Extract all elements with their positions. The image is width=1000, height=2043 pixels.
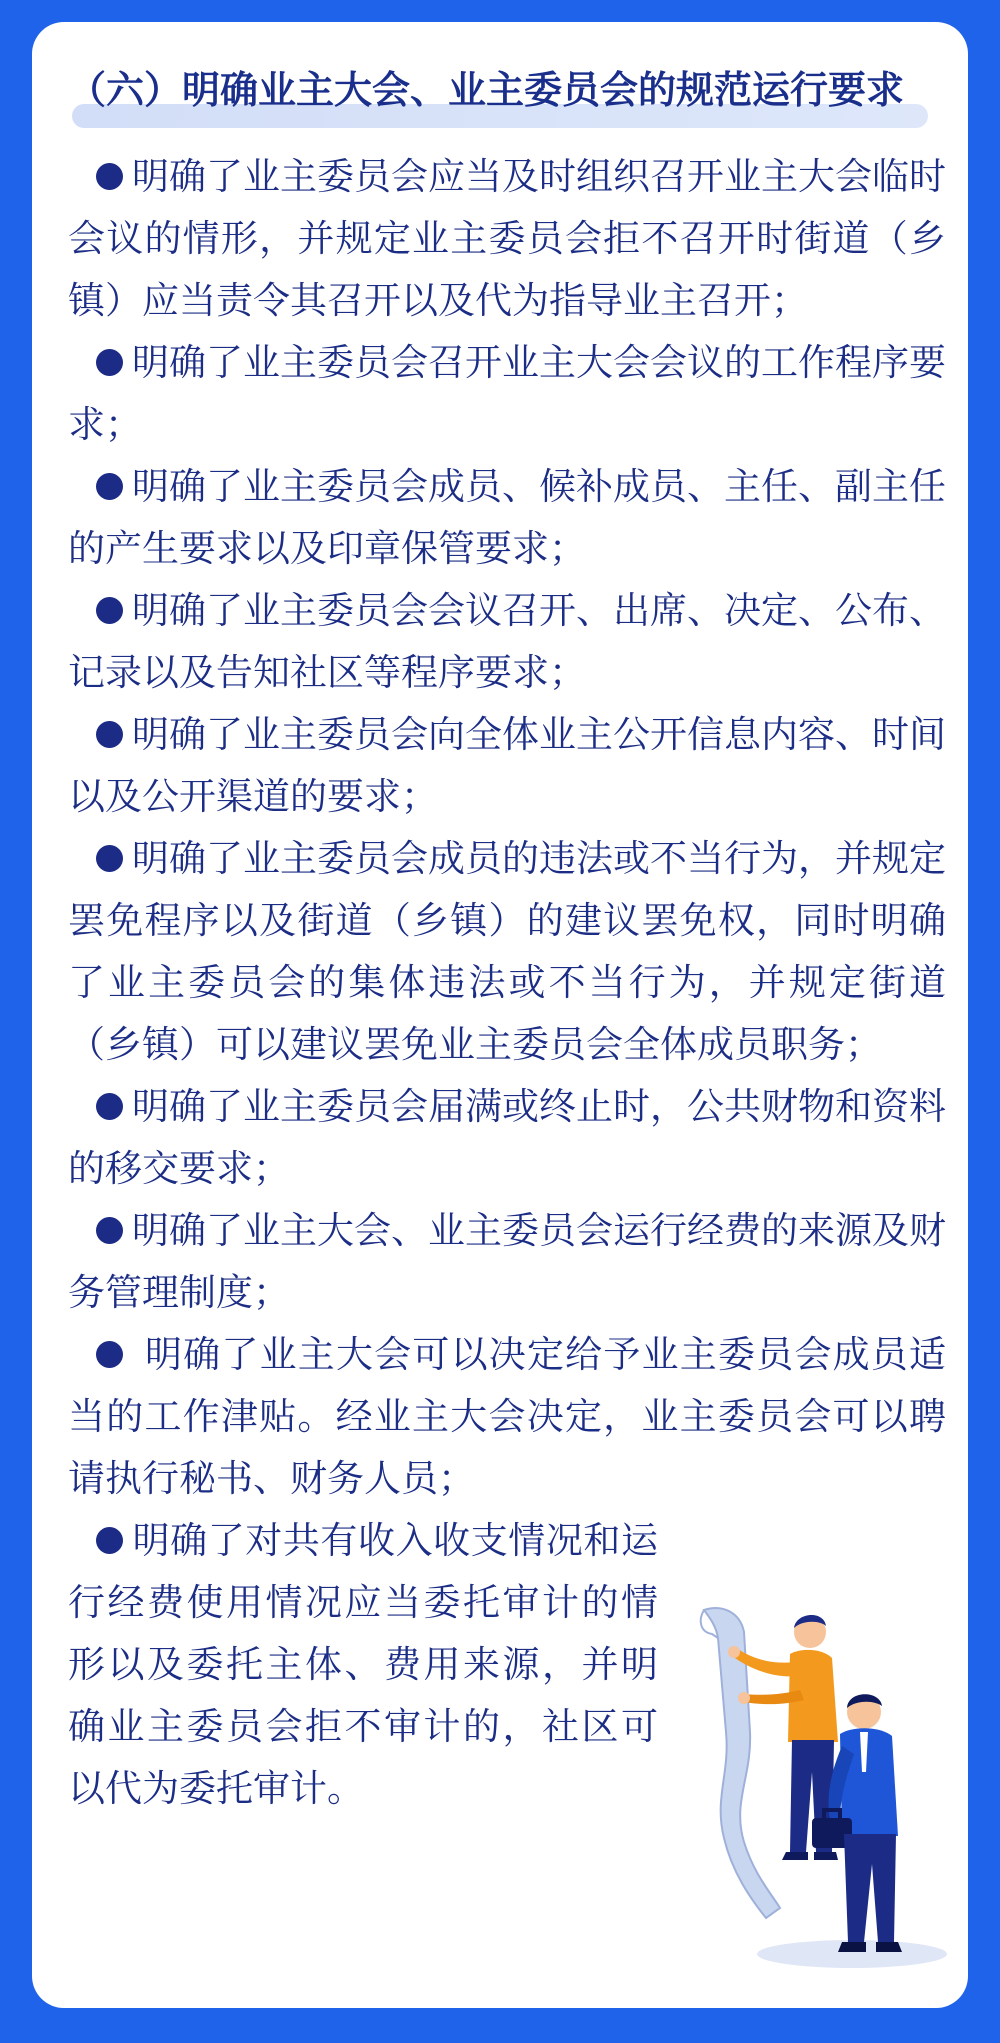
man-orange-hand (728, 1646, 740, 1658)
man-orange-shoe-2 (814, 1852, 838, 1860)
requirements-list (68, 146, 946, 1820)
man-blue-shoe-2 (876, 1942, 902, 1952)
bullet-dot-icon (96, 597, 123, 624)
bullet-dot-icon (96, 1341, 123, 1368)
list-item-text: 明确了业主委员会成员的违法或不当行为，并规定罢免程序以及街道（乡镇）的建议罢免权，同时明确了业主委员会的集体违法或不当行为，并规定街道（乡镇）可以建议罢免业主委员会全体成员职务； (68, 837, 946, 1066)
bullet-dot-icon (96, 163, 123, 190)
list-item-text: 明确了对共有收入收支情况和运行经费使用情况应当委托审计的情形以及委托主体、费用来源，并明确业主委员会拒不审计的，社区可以代为委托审计。 (68, 1519, 658, 1810)
man-orange-hand-2 (738, 1692, 750, 1704)
bullet-dot-icon (96, 473, 123, 500)
section-heading: （六）明确业主大会、业主委员会的规范运行要求 (68, 68, 905, 112)
list-item (68, 1076, 946, 1200)
list-item-text: 明确了业主委员会应当及时组织召开业主大会临时会议的情形，并规定业主委员会拒不召开时街道（乡镇）应当责令其召开以及代为指导业主召开； (68, 155, 946, 322)
bullet-dot-icon (96, 721, 123, 748)
list-item (68, 828, 946, 1076)
list-item (68, 146, 946, 332)
bullet-dot-icon (96, 1217, 123, 1244)
list-item (68, 1324, 946, 1510)
list-item-text: 明确了业主委员会召开业主大会会议的工作程序要求； (68, 341, 946, 446)
bullet-dot-icon (96, 349, 123, 376)
list-item-text: 明确了业主委员会届满或终止时，公共财物和资料的移交要求； (68, 1085, 946, 1190)
list-item-text: 明确了业主委员会成员、候补成员、主任、副主任的产生要求以及印章保管要求； (68, 465, 946, 570)
list-item (68, 332, 946, 456)
list-item (68, 456, 946, 580)
man-blue-shoe (838, 1942, 866, 1952)
list-item-text: 明确了业主委员会会议召开、出席、决定、公布、记录以及告知社区等程序要求； (68, 589, 946, 694)
two-businessmen-reading-scroll-icon (692, 1602, 962, 1982)
list-item-text: 明确了业主大会可以决定给予业主委员会成员适当的工作津贴。经业主大会决定，业主委员会可以聘请执行秘书、财务人员； (68, 1333, 946, 1500)
bullet-dot-icon (96, 1093, 123, 1120)
content-card (32, 22, 968, 2008)
list-item (68, 1510, 658, 1820)
bullet-dot-icon (96, 1527, 123, 1554)
list-item-text: 明确了业主委员会向全体业主公开信息内容、时间以及公开渠道的要求； (68, 713, 946, 818)
list-item (68, 1200, 946, 1324)
man-blue-trousers (844, 1834, 896, 1942)
section-heading-block (68, 56, 932, 146)
list-item-text: 明确了业主大会、业主委员会运行经费的来源及财务管理制度； (68, 1209, 946, 1314)
man-orange-shoe (782, 1852, 808, 1860)
list-item (68, 704, 946, 828)
list-item (68, 580, 946, 704)
bullet-dot-icon (96, 845, 123, 872)
